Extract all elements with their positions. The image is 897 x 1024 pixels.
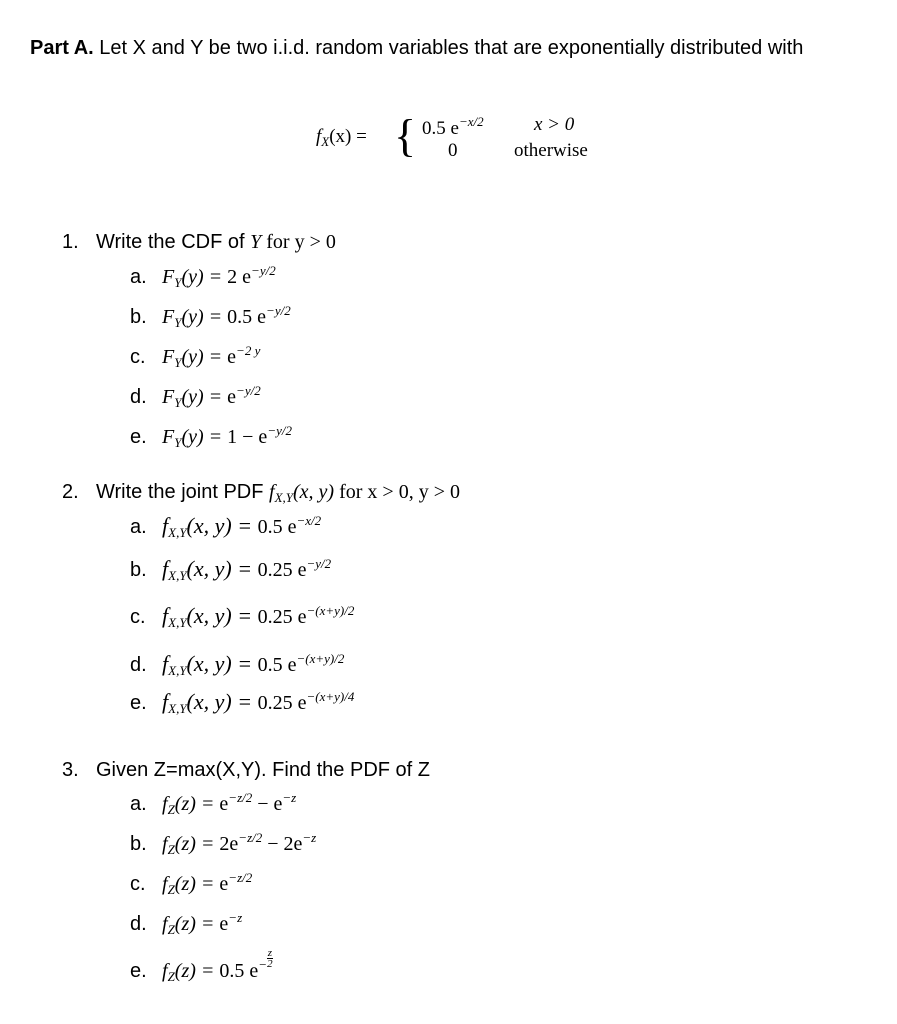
q2-option-a[interactable]: a. $f_{X,Y}(x$, y) = 0.5 $e^{-x/2}$ [130, 513, 322, 540]
definition-lhs: $f_X(x)$ = [316, 126, 367, 149]
question-3: 3. Given Z=max(X,Y). Find the PDF of Z [62, 759, 430, 781]
q2-option-d[interactable]: d. $f_{X,Y}(x$, y) = 0.5 $e^{-(x+y)/2}$ [130, 651, 345, 678]
exponent-fraction: $\frac{z}{2}$ [267, 947, 273, 970]
q3-option-b[interactable]: b. $f_Z(z) = 2e^{-z/2} - 2e^{-z}$ [130, 830, 317, 857]
case2-value: 0 [448, 140, 458, 161]
part-label: Part A. [30, 37, 94, 59]
case1-value: 0.5 $e^{-x/2}$ [422, 114, 484, 139]
q3-option-d[interactable]: d. $f_Z(z) = e^{-z}$ [130, 910, 243, 937]
q3-option-c[interactable]: c. $f_Z(z) = e^{-z/2}$ [130, 870, 253, 897]
intro-text: Let X and Y be two i.i.d. random variables that are exponentially distributed with [93, 37, 804, 59]
q1-option-a[interactable]: a. $F_Y(y) = 2$ $e^{-y/2}$ [130, 263, 276, 290]
intro-paragraph [30, 34, 870, 63]
q2-option-c[interactable]: c. $f_{X,Y}(x$, y) = 0.25 $e^{-(x+y)/2}$ [130, 603, 355, 630]
question-2: 2. Write the joint PDF $f_{X,Y}(x$, y) for x > 0, y > 0 [62, 481, 460, 505]
q3-option-e[interactable]: e. $f_Z(z) = 0.5$ e− $\frac{z}{2}$ [130, 947, 273, 984]
q1-option-d[interactable]: d. $F_Y(y) = e^{-y/2}$ [130, 383, 261, 410]
q1-option-e[interactable]: e. $F_Y(y) = 1 - e^{-y/2}$ [130, 423, 292, 450]
q1-option-c[interactable]: c. $F_Y(y) = e^{-2 y}$ [130, 343, 261, 370]
question-1: 1. Write the CDF of Y for y > 0 [62, 231, 336, 253]
q2-option-e[interactable]: e. $f_{X,Y}(x$, y) = 0.25 $e^{-(x+y)/4}$ [130, 689, 355, 716]
q3-option-a[interactable]: a. $f_Z(z) = e^{-z/2} - e^{-z}$ [130, 790, 297, 817]
q2-option-b[interactable]: b. $f_{X,Y}(x$, y) = 0.25 $e^{-y/2}$ [130, 556, 332, 583]
brace-symbol: { [394, 110, 417, 161]
case2-condition: otherwise [514, 140, 588, 161]
pdf-definition [316, 112, 636, 168]
case1-condition: x > 0 [534, 114, 575, 135]
q1-option-b[interactable]: b. $F_Y(y) = 0.5$ $e^{-y/2}$ [130, 303, 291, 330]
